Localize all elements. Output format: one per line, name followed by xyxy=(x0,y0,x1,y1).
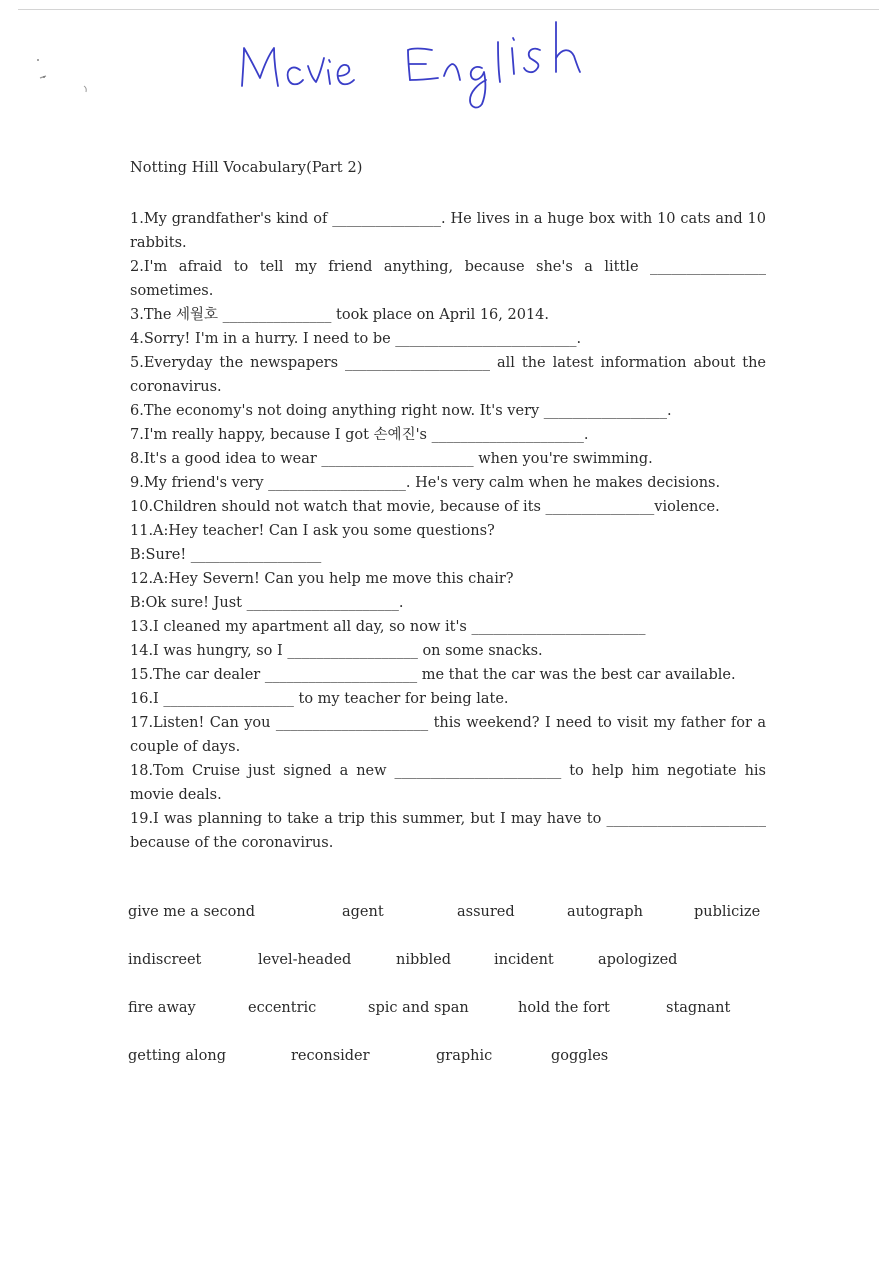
question-17: 17.Listen! Can you _____________________ this weekend? I need to visit my father for a couple of days. xyxy=(130,715,766,755)
word-bank-item: stagnant xyxy=(666,1000,731,1016)
question-11b: B:Sure! __________________ xyxy=(130,547,322,563)
word-bank-item: level-headed xyxy=(258,952,352,968)
question-4: 4.Sorry! I'm in a hurry. I need to be _________________________. xyxy=(130,331,582,347)
question-6: 6.The economy's not doing anything right now. It's very _________________. xyxy=(130,403,672,419)
question-11a: 11.A:Hey teacher! Can I ask you some questions? xyxy=(130,523,495,539)
question-5: 5.Everyday the newspapers ____________________ all the latest information about the coronavirus. xyxy=(130,355,766,395)
question-9: 9.My friend's very ___________________. He's very calm when he makes decisions. xyxy=(130,475,721,491)
word-bank-item: autograph xyxy=(567,904,644,920)
word-bank-item: give me a second xyxy=(128,904,255,920)
word-bank-item: reconsider xyxy=(291,1048,370,1064)
question-8: 8.It's a good idea to wear _____________________ when you're swimming. xyxy=(130,451,653,467)
page-top-rule xyxy=(18,9,879,10)
question-1: 1.My grandfather's kind of _______________. He lives in a huge box with 10 cats and 10 rabbits. xyxy=(130,211,766,251)
question-18: 18.Tom Cruise just signed a new _______________________ to help him negotiate his movie deals. xyxy=(130,763,766,803)
question-2: 2.I'm afraid to tell my friend anything, because she's a little ________________ sometimes. xyxy=(130,259,766,299)
question-10: 10.Children should not watch that movie, because of its _______________violence. xyxy=(130,499,720,515)
question-list xyxy=(130,207,766,855)
question-13: 13.I cleaned my apartment all day, so now it's ________________________ xyxy=(130,619,646,635)
word-bank-item: eccentric xyxy=(248,1000,317,1016)
question-15: 15.The car dealer _____________________ me that the car was the best car available. xyxy=(130,667,736,683)
word-bank-item: apologized xyxy=(598,952,678,968)
question-3: 3.The 세월호 _______________ took place on April 16, 2014. xyxy=(130,307,550,323)
word-bank-item: hold the fort xyxy=(518,1000,610,1016)
question-14: 14.I was hungry, so I __________________ on some snacks. xyxy=(130,643,543,659)
word-bank-item: goggles xyxy=(551,1048,609,1064)
word-bank-item: nibbled xyxy=(396,952,452,968)
word-bank-item: getting along xyxy=(128,1048,227,1064)
word-bank-item: publicize xyxy=(694,904,761,920)
question-12b: B:Ok sure! Just _____________________. xyxy=(130,595,404,611)
question-16: 16.I __________________ to my teacher for being late. xyxy=(130,691,509,707)
question-7: 7.I'm really happy, because I got 손예진's _____________________. xyxy=(130,427,589,443)
question-19: 19.I was planning to take a trip this summer, but I may have to ______________________ because of the coronavirus. xyxy=(130,811,766,851)
word-bank-item: assured xyxy=(457,904,515,920)
handwritten-title-ink xyxy=(230,18,610,118)
word-bank-item: incident xyxy=(494,952,554,968)
word-bank-item: graphic xyxy=(436,1048,493,1064)
scan-specks xyxy=(28,52,98,102)
word-bank-item: indiscreet xyxy=(128,952,202,968)
word-bank-item: fire away xyxy=(128,1000,196,1016)
handwritten-title xyxy=(230,18,610,118)
word-bank-item: spic and span xyxy=(368,1000,469,1016)
question-12a: 12.A:Hey Severn! Can you help me move this chair? xyxy=(130,571,514,587)
word-bank-item: agent xyxy=(342,904,384,920)
worksheet-title: Notting Hill Vocabulary(Part 2) xyxy=(130,160,363,176)
